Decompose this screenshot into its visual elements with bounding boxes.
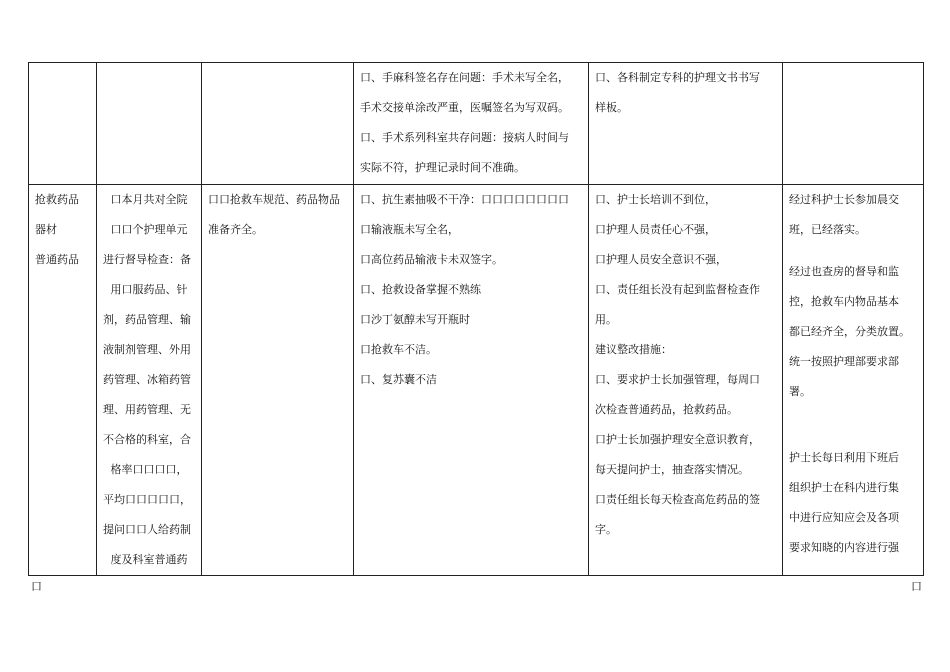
text-line: 口、责任组长没有起到监督检查作 — [595, 283, 760, 296]
spacer — [789, 407, 917, 443]
text-line: 口、手麻科签名存在问题：手术未写全名， — [360, 71, 569, 84]
text-line: 控，抢救车内物品基本 — [789, 295, 899, 308]
text-line: 口本月共对全院 — [110, 193, 188, 206]
cell-results — [783, 185, 924, 576]
cell-category — [29, 63, 97, 185]
cell-standard — [202, 63, 354, 185]
text-line: 口护理人员责任心不强， — [595, 223, 716, 236]
cell-causes-measures — [589, 185, 783, 576]
spacer — [789, 245, 917, 257]
text-line: 班，已经落实。 — [789, 223, 866, 236]
text-line: 口、复苏囊不洁 — [360, 373, 437, 386]
cell-causes-measures — [589, 63, 783, 185]
text-line: 口责任组长每天检查高危药品的签 — [595, 493, 760, 506]
text-line: 护士长每日利用下班后 — [789, 451, 899, 464]
text-line: 组织护士在科内进行集 — [789, 481, 899, 494]
text-line: 剂，药品管理、输 — [103, 313, 191, 326]
table-row — [29, 63, 924, 185]
text-line: 口护理人员安全意识不强， — [595, 253, 727, 266]
text-line: 口护士长加强护理安全意识教育， — [595, 433, 760, 446]
text-line: 经过也查房的督导和监 — [789, 265, 899, 278]
page-mark-left: 口 — [31, 580, 42, 593]
text-line: 口、要求护士长加强管理，每周口 — [595, 373, 760, 386]
text-line: 口口个护理单元 — [110, 223, 188, 236]
text-line: 不合格的科室，合 — [103, 433, 191, 446]
text-line: 样板。 — [595, 101, 628, 114]
text-line: 经过科护士长参加晨交 — [789, 193, 899, 206]
text-line: 口、护士长培训不到位， — [595, 193, 716, 206]
cell-problems — [354, 63, 589, 185]
cell-results — [783, 63, 924, 185]
text-line: 署。 — [789, 385, 811, 398]
text-line: 液制剂管理、外用 — [103, 343, 191, 356]
text-line: 口、手术系列科室共存问题：接病人时间与 — [360, 131, 569, 144]
text-line: 格率口口口口， — [110, 463, 188, 476]
text-line: 建议整改措施： — [595, 343, 672, 356]
text-line: 度及科室普通药 — [110, 553, 188, 566]
text-line: 理、用药管理、无 — [103, 403, 191, 416]
text-line: 要求知晓的内容进行强 — [789, 541, 899, 554]
text-line: 提问口口人给药制 — [103, 523, 191, 536]
text-line: 次检查普通药品，抢救药品。 — [595, 403, 738, 416]
text-line: 口沙丁氨醇未写开瓶时 — [360, 313, 470, 326]
text-line: 普通药品 — [35, 253, 79, 266]
inspection-table — [28, 62, 924, 576]
text-line: 手术交接单涂改严重，医嘱签名为写双码。 — [360, 101, 569, 114]
cell-category — [29, 185, 97, 576]
text-line: 进行督导检查：备 — [103, 253, 191, 266]
text-line: 字。 — [595, 523, 617, 536]
text-line: 每天提问护士，抽查落实情况。 — [595, 463, 749, 476]
cell-inspection — [97, 63, 202, 185]
text-line: 口、抗生素抽吸不干净：口口口口口口口口 — [360, 193, 569, 206]
text-line: 口口抢救车规范、药品物品 — [208, 193, 340, 206]
cell-inspection — [97, 185, 202, 576]
text-line: 中进行应知应会及各项 — [789, 511, 899, 524]
text-line: 准备齐全。 — [208, 223, 263, 236]
text-line: 都已经齐全，分类放置。 — [789, 325, 910, 338]
text-line: 口高位药品输液卡未双签字。 — [360, 253, 503, 266]
text-line: 实际不符，护理记录时间不准确。 — [360, 161, 525, 174]
text-line: 口、各科制定专科的护理文书书写 — [595, 71, 760, 84]
text-line: 用。 — [595, 313, 617, 326]
table-row — [29, 185, 924, 576]
text-line: 器材 — [35, 223, 57, 236]
page-mark-right: 口 — [911, 580, 922, 593]
text-line: 抢救药品 — [35, 193, 79, 206]
text-line: 平均口口口口口， — [103, 493, 191, 506]
cell-problems — [354, 185, 589, 576]
text-line: 用口服药品、针 — [110, 283, 188, 296]
text-line: 口输液瓶未写全名， — [360, 223, 459, 236]
text-line: 药管理、冰箱药管 — [103, 373, 191, 386]
text-line: 口抢救车不洁。 — [360, 343, 437, 356]
cell-standard — [202, 185, 354, 576]
text-line: 统一按照护理部要求部 — [789, 355, 899, 368]
text-line: 口、抢救设备掌握不熟练 — [360, 283, 481, 296]
